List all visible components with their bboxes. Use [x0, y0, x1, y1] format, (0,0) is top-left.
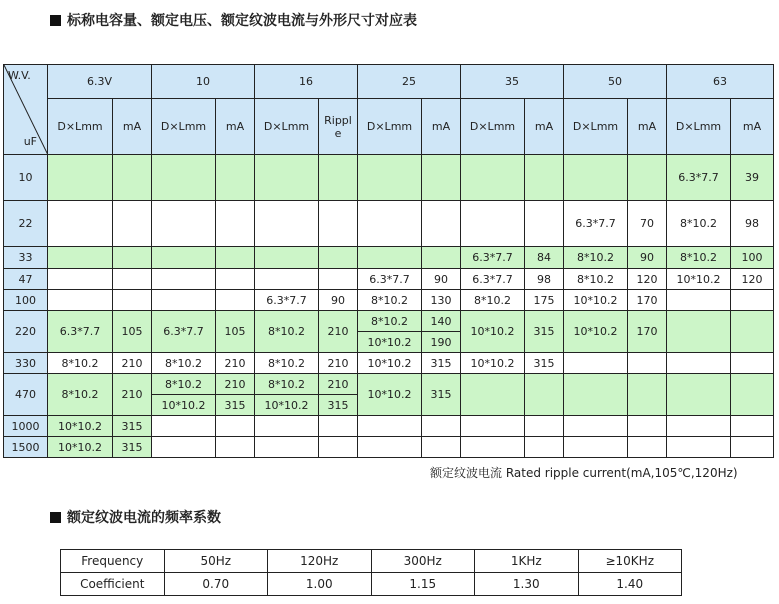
table-cell: 8*10.2 [461, 290, 525, 311]
table-cell [319, 247, 358, 269]
table-cell: 170 [628, 311, 667, 353]
table-cell [255, 201, 319, 247]
ma-subheader: mA [113, 99, 152, 155]
frequency-cell: ≥10KHz [578, 550, 682, 573]
table-cell: 140 [422, 311, 461, 332]
table-cell: 315 [525, 311, 564, 353]
table-cell: 105 [216, 311, 255, 353]
table-cell: 8*10.2 [48, 374, 113, 416]
table-cell [628, 353, 667, 374]
table-cell [216, 437, 255, 458]
table-cell: 8*10.2 [358, 290, 422, 311]
table-cell [48, 247, 113, 269]
ripple-current-note: 额定纹波电流 Rated ripple current(mA,105℃,120Hz) [430, 466, 738, 480]
table-cell [525, 155, 564, 201]
table-cell: 6.3*7.7 [255, 290, 319, 311]
voltage-header: 25 [358, 65, 461, 99]
ripple-subheader-text: Ripple [324, 113, 352, 140]
table-cell [152, 201, 216, 247]
table-cell [461, 374, 525, 416]
capacitance-voltage-table [3, 64, 774, 458]
table-cell: 8*10.2 [255, 353, 319, 374]
table-cell [461, 155, 525, 201]
table-cell: 210 [319, 311, 358, 353]
table-cell: 8*10.2 [152, 374, 216, 395]
table-cell: 120 [628, 269, 667, 290]
table-cell: 315 [113, 437, 152, 458]
table-cell: 6.3*7.7 [564, 201, 628, 247]
table-row [4, 311, 774, 332]
table-cell: 315 [525, 353, 564, 374]
table-cell [422, 155, 461, 201]
frequency-cell: 300Hz [371, 550, 475, 573]
table-cell [731, 437, 774, 458]
table-cell: 8*10.2 [48, 353, 113, 374]
uf-label: uF [23, 135, 37, 148]
table-cell [628, 416, 667, 437]
table-cell: 100 [731, 247, 774, 269]
ma-subheader: mA [731, 99, 774, 155]
table-cell [358, 416, 422, 437]
table-cell: 84 [525, 247, 564, 269]
table-cell [319, 437, 358, 458]
table-cell: 90 [422, 269, 461, 290]
table-cell [152, 269, 216, 290]
table-cell [216, 155, 255, 201]
table-cell [731, 311, 774, 353]
table-cell: 210 [319, 374, 358, 395]
table-cell: 10*10.2 [48, 416, 113, 437]
table-cell: 6.3*7.7 [48, 311, 113, 353]
table-cell: 210 [319, 353, 358, 374]
table-cell: 6.3*7.7 [667, 155, 731, 201]
table-cell [667, 311, 731, 353]
table-cell [564, 437, 628, 458]
table-cell [422, 437, 461, 458]
table-cell [255, 437, 319, 458]
table-cell: 10*10.2 [667, 269, 731, 290]
table-cell [319, 416, 358, 437]
bullet-square-icon [50, 15, 61, 26]
voltage-header: 35 [461, 65, 564, 99]
table-cell [628, 374, 667, 416]
table-cell [422, 247, 461, 269]
table-cell [216, 416, 255, 437]
capacitance-cell: 100 [4, 290, 48, 311]
table-cell [152, 247, 216, 269]
table-cell: 39 [731, 155, 774, 201]
voltage-header: 16 [255, 65, 358, 99]
table-cell [564, 155, 628, 201]
table-row [4, 247, 774, 269]
table-cell [358, 437, 422, 458]
table-cell: 98 [525, 269, 564, 290]
table-cell: 315 [113, 416, 152, 437]
table-cell [461, 437, 525, 458]
table-cell [216, 290, 255, 311]
table-cell: 8*10.2 [667, 201, 731, 247]
ma-subheader: mA [422, 99, 461, 155]
table-cell: 8*10.2 [255, 311, 319, 353]
table-cell [48, 290, 113, 311]
table-cell: 10*10.2 [152, 395, 216, 416]
table-cell [731, 290, 774, 311]
frequency-cell: 1KHz [475, 550, 579, 573]
ma-subheader: mA [216, 99, 255, 155]
table-cell: 8*10.2 [358, 311, 422, 332]
table-cell: 105 [113, 311, 152, 353]
table-cell [422, 416, 461, 437]
table-cell [255, 416, 319, 437]
table-cell: 210 [113, 374, 152, 416]
section-title-frequency-coefficient [50, 507, 221, 527]
table-cell [564, 353, 628, 374]
coefficient-cell: 1.15 [371, 573, 475, 596]
table-cell: 8*10.2 [564, 269, 628, 290]
table-cell [48, 155, 113, 201]
table-cell: 10*10.2 [564, 311, 628, 353]
capacitance-cell: 22 [4, 201, 48, 247]
table-cell [628, 437, 667, 458]
table-cell: 120 [731, 269, 774, 290]
frequency-cell: 120Hz [268, 550, 372, 573]
capacitance-cell: 47 [4, 269, 48, 290]
table-cell [667, 437, 731, 458]
table-cell [422, 201, 461, 247]
table-cell [152, 290, 216, 311]
table-cell: 315 [319, 395, 358, 416]
bullet-square-icon [50, 512, 61, 523]
table-cell [255, 155, 319, 201]
table-cell: 10*10.2 [358, 353, 422, 374]
table-cell [152, 416, 216, 437]
table-cell [216, 247, 255, 269]
capacitance-cell: 1500 [4, 437, 48, 458]
table-cell [525, 374, 564, 416]
table-cell: 210 [216, 353, 255, 374]
capacitance-cell: 330 [4, 353, 48, 374]
dim-subheader: D×Lmm [358, 99, 422, 155]
table-row [4, 416, 774, 437]
table-cell: 10*10.2 [358, 332, 422, 353]
voltage-header: 10 [152, 65, 255, 99]
coefficient-cell: 1.40 [578, 573, 682, 596]
table-cell [152, 437, 216, 458]
table-cell: 315 [422, 353, 461, 374]
table-cell [628, 155, 667, 201]
table-cell [113, 290, 152, 311]
dim-subheader: D×Lmm [461, 99, 525, 155]
capacitance-cell: 33 [4, 247, 48, 269]
table-cell [564, 374, 628, 416]
table-cell: 10*10.2 [461, 353, 525, 374]
table-row [61, 573, 682, 596]
capacitance-cell: 10 [4, 155, 48, 201]
table-cell: 315 [216, 395, 255, 416]
table-cell [731, 416, 774, 437]
table-cell: 190 [422, 332, 461, 353]
coefficient-cell: 0.70 [164, 573, 268, 596]
table-cell [667, 374, 731, 416]
table-cell: 8*10.2 [152, 353, 216, 374]
table-cell: 10*10.2 [461, 311, 525, 353]
capacitance-cell: 470 [4, 374, 48, 416]
table-cell [525, 416, 564, 437]
table-cell [461, 416, 525, 437]
voltage-header: 50 [564, 65, 667, 99]
table-cell [48, 269, 113, 290]
table-cell [113, 201, 152, 247]
table-row [4, 155, 774, 201]
table-cell: 175 [525, 290, 564, 311]
table-cell: 6.3*7.7 [152, 311, 216, 353]
table-cell: 8*10.2 [564, 247, 628, 269]
table-row [4, 437, 774, 458]
frequency-label: Frequency [61, 550, 165, 573]
voltage-header: 63 [667, 65, 774, 99]
table-cell [319, 201, 358, 247]
section-title-text: 额定纹波电流的频率系数 [67, 510, 221, 526]
capacitance-cell: 1000 [4, 416, 48, 437]
ma-subheader: mA [628, 99, 667, 155]
table-cell [461, 201, 525, 247]
dim-subheader: D×Lmm [152, 99, 216, 155]
table-cell [731, 374, 774, 416]
table-cell [731, 353, 774, 374]
table-cell [113, 155, 152, 201]
coefficient-label: Coefficient [61, 573, 165, 596]
table-row [4, 201, 774, 247]
table-cell [255, 247, 319, 269]
table-cell: 98 [731, 201, 774, 247]
table-cell [319, 269, 358, 290]
table-cell [358, 247, 422, 269]
table-row [61, 550, 682, 573]
capacitance-cell: 220 [4, 311, 48, 353]
table-cell [216, 201, 255, 247]
table-row [4, 374, 774, 395]
table-cell [525, 437, 564, 458]
table-cell [667, 416, 731, 437]
table-cell: 90 [319, 290, 358, 311]
table-cell: 10*10.2 [358, 374, 422, 416]
table-cell: 8*10.2 [255, 374, 319, 395]
dim-subheader: D×Lmm [667, 99, 731, 155]
section-title-capacitance-table [50, 10, 417, 30]
coefficient-cell: 1.00 [268, 573, 372, 596]
voltage-header: 6.3V [48, 65, 152, 99]
dim-subheader: D×Lmm [255, 99, 319, 155]
table-cell [564, 416, 628, 437]
frequency-cell: 50Hz [164, 550, 268, 573]
table-cell: 70 [628, 201, 667, 247]
table-cell: 6.3*7.7 [358, 269, 422, 290]
table-cell: 6.3*7.7 [461, 247, 525, 269]
table-cell [113, 269, 152, 290]
table-cell [358, 155, 422, 201]
ma-subheader: mA [525, 99, 564, 155]
dim-subheader: D×Lmm [48, 99, 113, 155]
table-cell: 6.3*7.7 [461, 269, 525, 290]
table-cell: 8*10.2 [667, 247, 731, 269]
corner-header-cell [4, 65, 48, 155]
table-cell [358, 201, 422, 247]
table-cell: 10*10.2 [48, 437, 113, 458]
table-cell: 315 [422, 374, 461, 416]
table-cell [255, 269, 319, 290]
ripple-subheader [319, 99, 358, 155]
section-title-text: 标称电容量、额定电压、额定纹波电流与外形尺寸对应表 [67, 13, 417, 29]
coefficient-cell: 1.30 [475, 573, 579, 596]
table-cell [152, 155, 216, 201]
table-row [4, 290, 774, 311]
table-cell [667, 290, 731, 311]
table-cell: 10*10.2 [564, 290, 628, 311]
table-cell: 90 [628, 247, 667, 269]
table-row [4, 269, 774, 290]
table-row [4, 353, 774, 374]
table-cell [113, 247, 152, 269]
table-cell [667, 353, 731, 374]
table-cell: 130 [422, 290, 461, 311]
table-cell [216, 269, 255, 290]
table-cell: 10*10.2 [255, 395, 319, 416]
table-cell: 210 [113, 353, 152, 374]
table-cell: 170 [628, 290, 667, 311]
table-cell: 210 [216, 374, 255, 395]
table-cell [319, 155, 358, 201]
wv-label: W.V. [8, 69, 31, 82]
frequency-coefficient-table [60, 549, 682, 596]
dim-subheader: D×Lmm [564, 99, 628, 155]
table-cell [48, 201, 113, 247]
table-cell [525, 201, 564, 247]
